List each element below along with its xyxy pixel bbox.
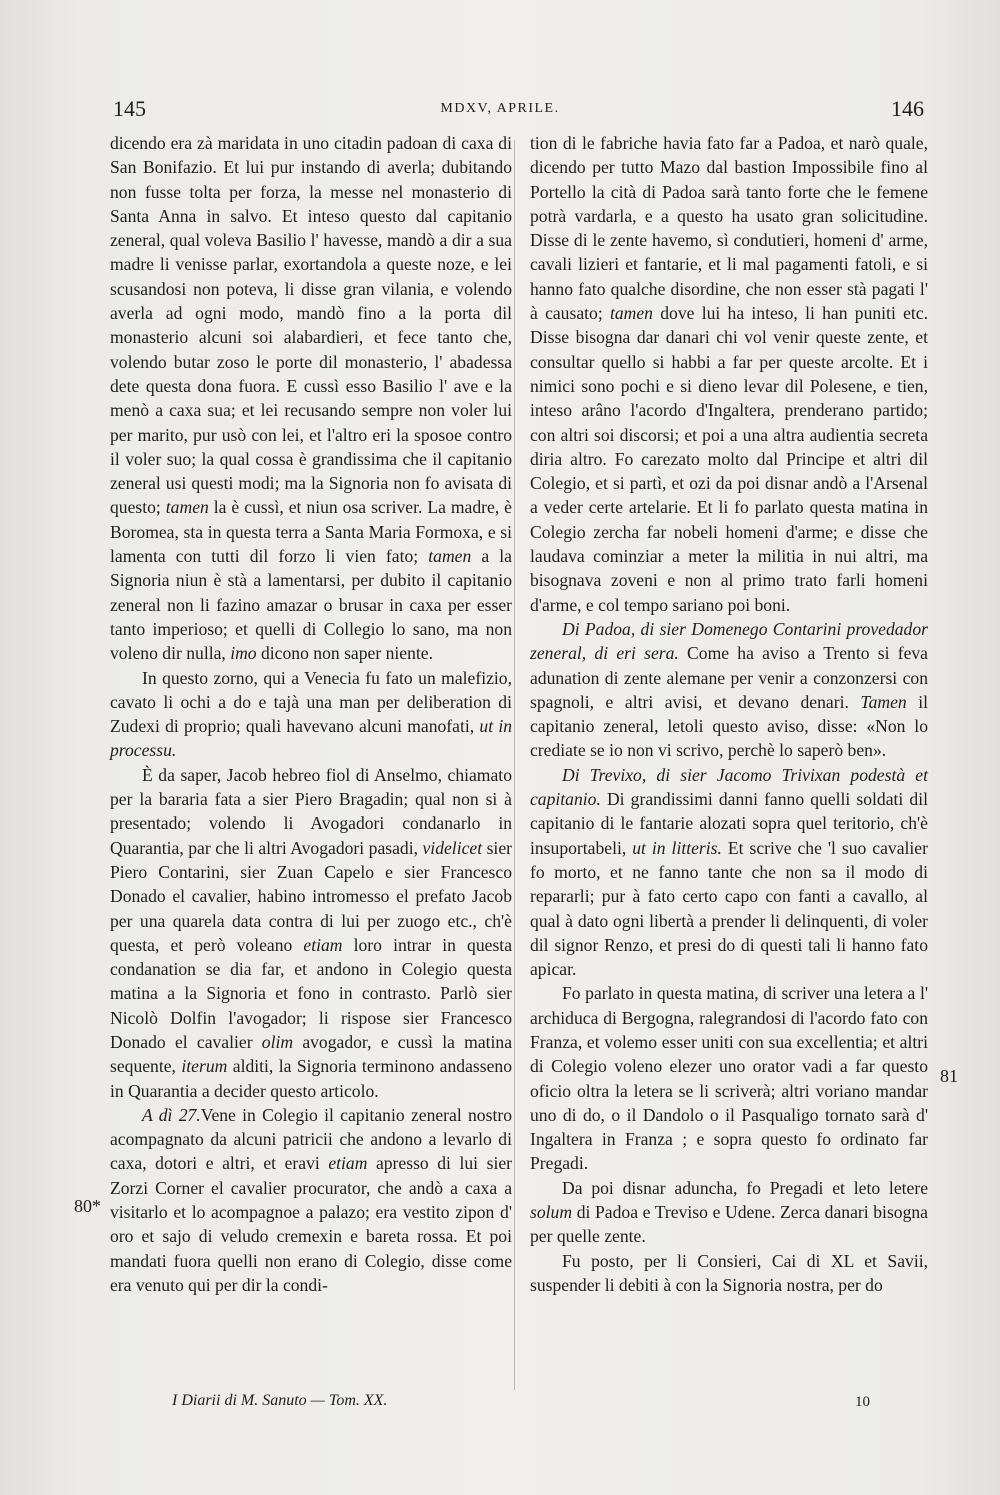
- text-run: alditi, la Signoria terminono andasseno in Quarantia a decider questo articolo.: [110, 1056, 512, 1101]
- text-run: dicendo era zà maridata in uno citadin padoan di caxa di San Bonifazio. Et lui pur instando di averla; dubitando non fusse tolta per forza, la messe nel monasterio di Santa Anna in salvo. Et inteso questo dal capitanio zeneral, qual voleva Basilio l' havesse, mandò a dir a sua madre li venisse parlar, exortandola a queste noze, e lei scusandosi non poteva, li disse gran vilania, e volendo averla ad ogni modo, mandò fino a la porta dil monasterio alcuni soi alabardieri, et fece tanto che, volendo butar zoso le porte dil monasterio, l' abadessa dete questa dona fuora. E cussì esso Basilio l' ave e la menò a caxa sua; et lei recusando sempre non voler lui per marito, pur usò con lei, et l'altro eri la sposoe contro il voler suo; la qual cossa è grandissima che il capitanio zeneral usi questi modi; ma la Signoria non fo avisata di questo;: [110, 133, 512, 518]
- text-run: dicono non saper niente.: [256, 643, 433, 664]
- paragraph: [530, 1176, 928, 1249]
- text-run: apresso di lui sier Zorzi Corner el cavalier procurator, che andò a caxa a visitarlo et lo acompagnoe a palazo; era vestito zipon d' oro et sajo di veludo cremexin e bareta rossa. Et poi mandati fuora quelli non erano di Colegio, disse come era venuto qui per dir la condi-: [110, 1153, 512, 1295]
- paragraph: [530, 1249, 928, 1298]
- italic-run: tamen: [165, 497, 209, 518]
- italic-run: ut in litteris.: [632, 837, 722, 858]
- text-run: dove lui ha inteso, li han puniti etc. Disse bisogna dar danari chi vol venir queste zente, et consultar quello si habbi a far per queste arcolte. Et i nimici sono pochi e si dieno levar dil Polesene, e tien, inteso arâno l'acordo d'Ingaltera, prenderano partido; con altri soi discorsi; et poi a una altra audientia secreta diria altro. Fo carezato molto dal Principe et altri dil Colegio, et si partì, et ozi da poi disnar andò a l'Arsenal a veder certe artelarie. Et li fo parlato questa matina in Colegio zercha far nobeli homeni d'arme; e disse che laudava cominziar a meter la militia in nui altri, ma bisognava zoveni e non al primo trato farli homeni d'arme, e col tempo sariano poi boni.: [530, 303, 929, 615]
- paragraph: [530, 763, 928, 982]
- paragraph: [110, 666, 512, 763]
- text-run: Come ha aviso a Trento si feva adunation di zente alemane per venir a conzonzersi con spagnoli, e altri avisi, et devano denari.: [530, 643, 928, 712]
- paragraph: [110, 131, 512, 666]
- text-run: In questo zorno, qui a Venecia fu fato un malefizio, cavato li ochi a do e tajà una man per deliberation di Zudexi di proprio; quali havevano alcuni manofati,: [110, 667, 512, 737]
- text-run: Vene in Colegio il capitanio zeneral nostro acompagnato da alcuni patricii che andono a levarlo di caxa, dotori e altri, et eravi: [110, 1104, 512, 1174]
- italic-run: ut in processu.: [110, 716, 512, 761]
- text-run: Fu posto, per li Consieri, Cai di XL et Savii, suspender li debiti à con la Signoria nostra, per do: [530, 1250, 928, 1295]
- text-run: sier Piero Contarini, sier Zuan Capelo e sier Francesco Donado el cavalier, habino intromesso el prefato Jacob per una quarela data contra di lui per zuogo etc., ch'è questa, et però voleano: [110, 837, 512, 955]
- italic-run: tamen: [428, 546, 472, 567]
- text-run: È da saper, Jacob hebreo fiol di Anselmo, chiamato per la bararia fata a sier Piero Bragadin; qual non si à presentado; volendo li Avogadori condanarlo in Quarantia, par che li altri Avogadori pasadi,: [110, 764, 512, 858]
- italic-run: olim: [261, 1031, 294, 1052]
- text-run: Fo parlato in questa matina, di scriver una letera a l' archiduca di Bergogna, ralegrandosi di l'acordo fato con Franza, et volemo esser uniti con sua excellentia; et altri di Colegio voleno elezer uno orator vadi a far questo oficio oltra la letera se li scriverà; altri voriano mandar uno di do, o il Dandolo o il Pasqualigo tornato sarà d' Ingaltera in Franza ; e sopra questo fo ordinato far Pregadi.: [530, 983, 928, 1174]
- footer-title: I Diarii di M. Sanuto — Tom. XX.: [172, 1392, 388, 1409]
- text-run: il capitanio zeneral, letoli questo aviso, disse: «Non lo crediate se io non vi scrivo, perchè lo saperò ben».: [530, 691, 928, 761]
- page-number-right: 146: [891, 96, 924, 121]
- text-run: tion di le fabriche havia fato far a Padoa, et narò quale, dicendo per tutto Mazo dal bastion Impossibile fino al Portello la cità di Padoa sarà tanto forte che le femene potrà vardarla, e a questo ha usato gran solicitudine. Disse di le zente havemo, sì condutieri, homeni d' arme, cavali lizieri et fantarie, et li mal pagamenti fatoli, e si hanno fato qualche disordine, che non esser stà pagati l' à causato;: [530, 133, 928, 324]
- text-run: Da poi disnar aduncha, fo Pregadi et leto letere: [562, 1177, 928, 1198]
- text-run: Et scrive che 'l suo cavalier fo morto, et ne fanno tante che non sa il modo di repararli; pur à fato certo capo con fanti a cavallo, al qual à dato ogni libertà a prender li delinquenti, di voler dil signor Renzo, et presi do di questi tali li hanno fato apicar.: [530, 837, 928, 980]
- paragraph: [530, 131, 928, 617]
- left-column: [110, 131, 512, 1297]
- paragraph: [110, 763, 512, 1103]
- text-run: a la Signoria niun è stà a lamentarsi, per dubito il capitanio zeneral non li fazino amazar o brusar in caxa per esser tanto imperioso; et quelli di Collegio lo sano, ma non voleno dir nulla,: [110, 546, 512, 664]
- italic-run: etiam: [303, 934, 343, 955]
- italic-run: Di Padoa, di sier Domenego Contarini provedador zeneral, di eri sera.: [530, 618, 928, 664]
- column-divider: [514, 140, 515, 1390]
- running-header: [0, 96, 1000, 130]
- italic-run: A dì 27.: [142, 1104, 201, 1125]
- paragraph: [110, 1103, 512, 1297]
- right-column: [530, 131, 928, 1297]
- paragraph: [530, 617, 928, 763]
- italic-run: videlicet: [422, 837, 483, 858]
- text-run: la è cussì, et niun osa scriver. La madre, è Boromea, sta in questa terra a Santa Maria Formoxa, e si lamenta con tutti dil forzo li vien fato;: [110, 497, 512, 567]
- italic-run: imo: [230, 643, 257, 664]
- text-run: avogador, e cussì la matina sequente,: [110, 1031, 513, 1077]
- italic-run: tamen: [609, 303, 653, 324]
- margin-number-right: 81: [940, 1066, 958, 1086]
- page-number-left: 145: [113, 96, 146, 121]
- italic-run: iterum: [181, 1056, 228, 1077]
- paragraph: [530, 981, 928, 1175]
- margin-number-left: 80*: [74, 1196, 101, 1216]
- text-run: Di grandissimi danni fanno quelli soldati dil capitanio di le fantarie alozati sopra quel teritorio, ch'è insuportabeli,: [530, 789, 928, 858]
- running-title: MDXV, APRILE.: [440, 101, 560, 116]
- italic-run: etiam: [328, 1153, 368, 1174]
- italic-run: Di Trevixo, di sier Jacomo Trivixan podestà et capitanio.: [530, 764, 928, 810]
- italic-run: solum: [530, 1202, 573, 1223]
- text-run: di Padoa e Treviso e Udene. Zerca danari bisogna per quelle zente.: [530, 1202, 928, 1247]
- italic-run: Tamen: [860, 691, 907, 712]
- signature-number: 10: [855, 1394, 870, 1410]
- text-run: loro intrar in questa condanation se dia far, et andono in Colegio questa matina a la Signoria et fono in contrasto. Parlò sier Nicolò Dolfin l'avogador; li rispose sier Francesco Donado el cavalier: [110, 934, 513, 1052]
